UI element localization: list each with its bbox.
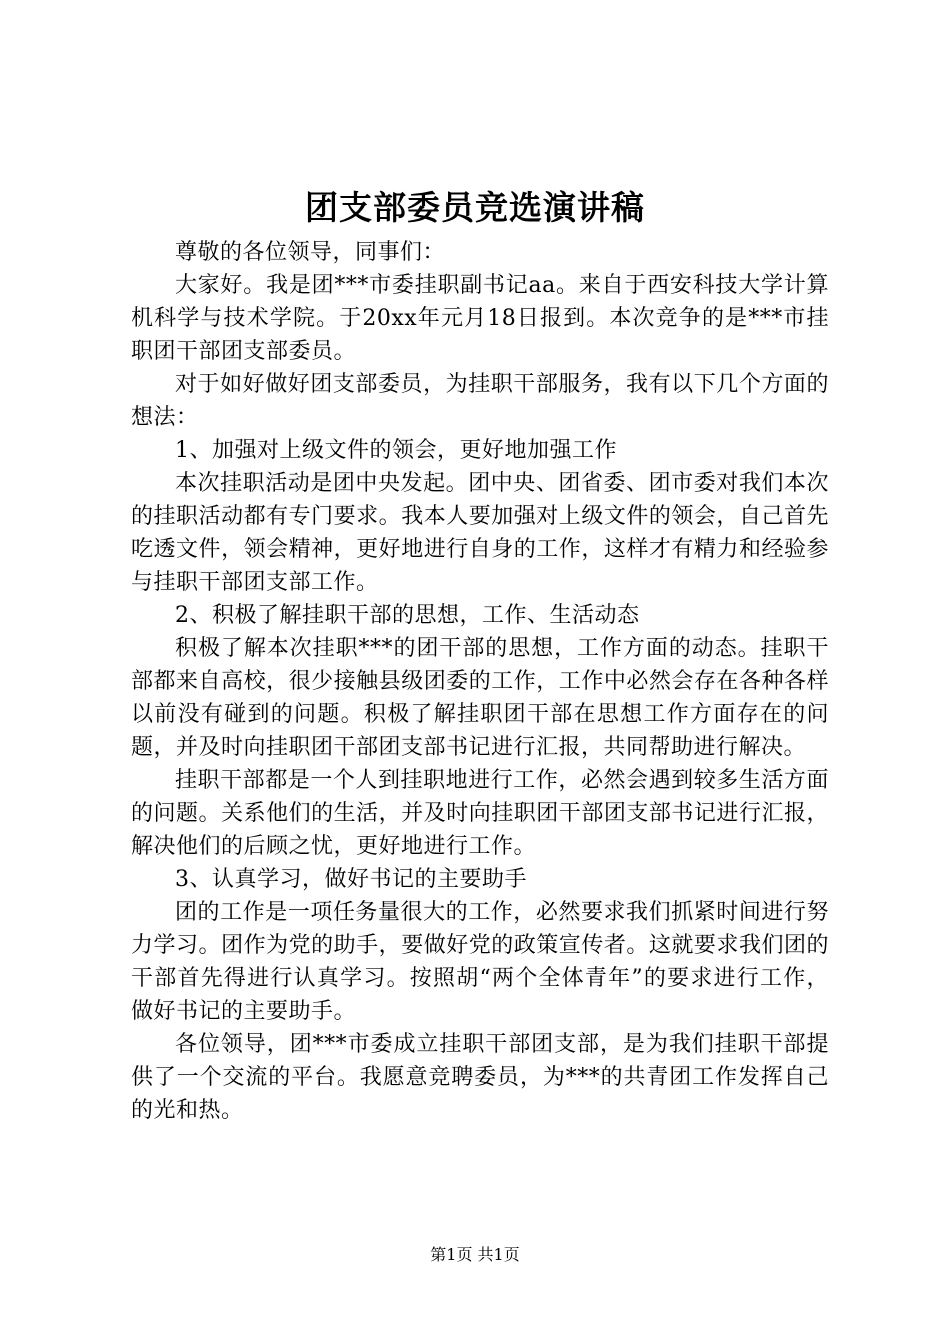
body-paragraph: 团的工作是一项任务量很大的工作，必然要求我们抓紧时间进行努力学习。团作为党的助手，要做好党的政策宣传者。这就要求我们团的干部首先得进行认真学习。按照胡“两个全体青年”的要求进行工作，做好书记的主要助手。 xyxy=(131,900,829,1024)
section-heading: 2、积极了解挂职干部的思想，工作、生活动态 xyxy=(175,603,640,628)
document-body xyxy=(131,236,829,1127)
salutation: 尊敬的各位领导，同事们： xyxy=(175,240,446,265)
body-paragraph: 大家好。我是团***市委挂职副书记aa。来自于西安科技大学计算机科学与技术学院。于20xx年元月18日报到。本次竞争的是***市挂职团干部团支部委员。 xyxy=(131,273,830,364)
section-heading: 3、认真学习，做好书记的主要助手 xyxy=(175,867,527,892)
section-heading: 1、加强对上级文件的领会，更好地加强工作 xyxy=(175,438,617,463)
body-paragraph: 积极了解本次挂职***的团干部的思想，工作方面的动态。挂职干部都来自高校，很少接触县级团委的工作，工作中必然会存在各种各样以前没有碰到的问题。积极了解挂职团干部在思想工作方面存在的问题，并及时向挂职团干部团支部书记进行汇报，共同帮助进行解决。 xyxy=(131,636,829,760)
body-paragraph: 对于如好做好团支部委员，为挂职干部服务，我有以下几个方面的想法： xyxy=(131,372,829,430)
closing-paragraph: 各位领导，团***市委成立挂职干部团支部，是为我们挂职干部提供了一个交流的平台。我愿意竞聘委员，为***的共青团工作发挥自己的光和热。 xyxy=(131,1032,829,1123)
body-paragraph: 挂职干部都是一个人到挂职地进行工作，必然会遇到较多生活方面的问题。关系他们的生活，并及时向挂职团干部团支部书记进行汇报，解决他们的后顾之忧，更好地进行工作。 xyxy=(131,768,829,859)
document-title: 团支部委员竞选演讲稿 xyxy=(305,188,645,227)
page-number-footer: 第1页 共1页 xyxy=(430,1245,520,1264)
body-paragraph: 本次挂职活动是团中央发起。团中央、团省委、团市委对我们本次的挂职活动都有专门要求。我本人要加强对上级文件的领会，自己首先吃透文件，领会精神，更好地进行自身的工作，这样才有精力和经验参与挂职干部团支部工作。 xyxy=(131,471,829,595)
